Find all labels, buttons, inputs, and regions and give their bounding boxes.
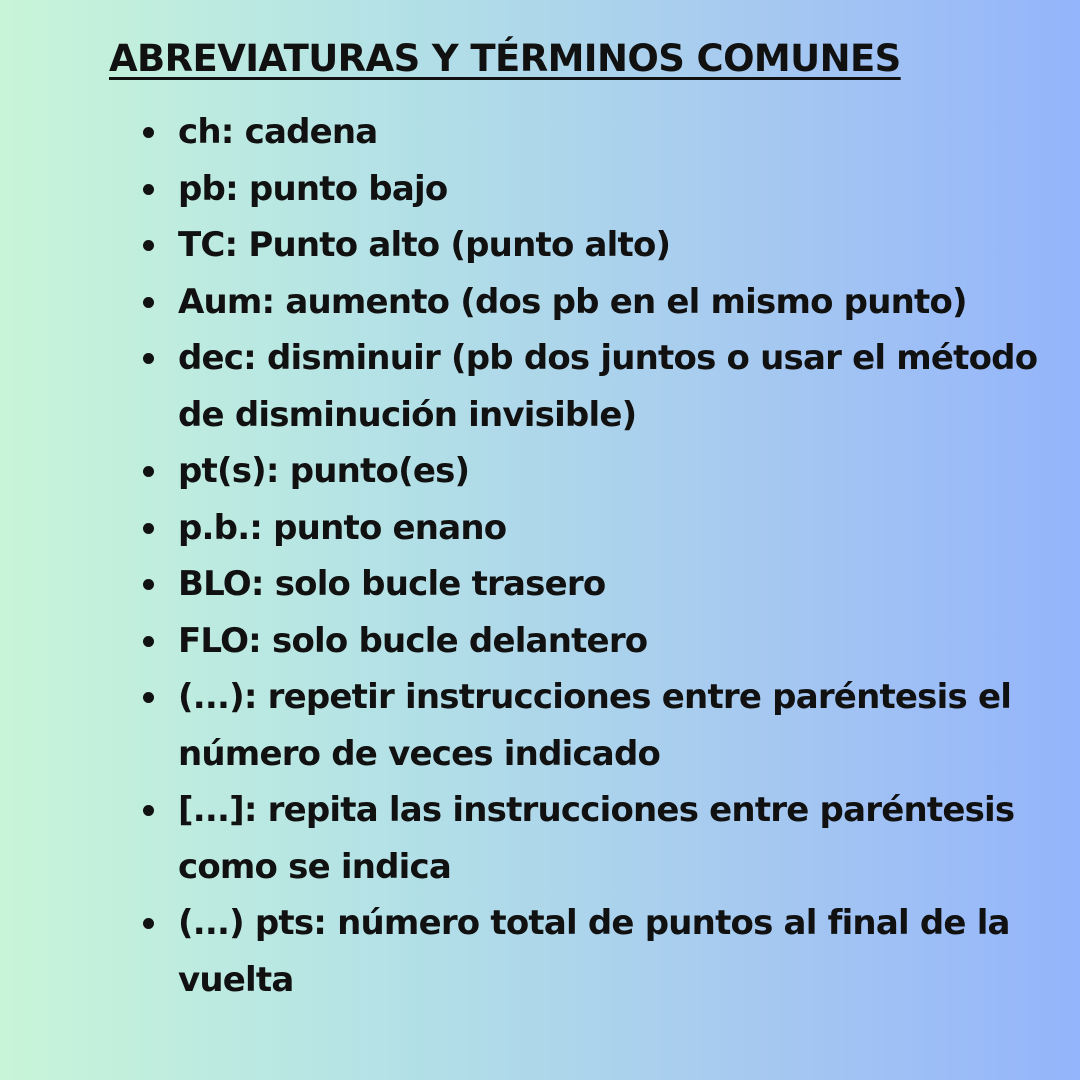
list-item-text: FLO: solo bucle delantero (178, 620, 648, 661)
list-item (178, 500, 1068, 557)
bullet-icon (143, 523, 154, 534)
list-item (178, 274, 1068, 331)
list-item-text: p.b.: punto enano (178, 507, 507, 548)
list-item-text: TC: Punto alto (punto alto) (178, 225, 671, 265)
bullet-icon (143, 127, 154, 138)
bullet-icon (143, 240, 154, 251)
bullet-icon (143, 184, 154, 195)
list-item (178, 613, 1068, 670)
list-item (178, 669, 1068, 782)
list-item-text: (...) pts: número total de puntos al final de la vuelta (178, 903, 1010, 1000)
list-item-text: ch: cadena (178, 112, 378, 152)
list-item-text: pt(s): punto(es) (178, 451, 470, 491)
bullet-icon (143, 353, 154, 364)
bullet-icon (143, 579, 154, 590)
list-item (178, 443, 1068, 500)
bullet-icon (143, 918, 154, 929)
list-item-text: [...]: repita las instrucciones entre paréntesis como se indica (178, 790, 1015, 887)
list-item (178, 782, 1068, 895)
page-title: ABREVIATURAS Y TÉRMINOS COMUNES (109, 37, 901, 80)
abbreviations-list (178, 104, 1068, 1008)
bullet-icon (143, 692, 154, 703)
list-item-text: (...): repetir instrucciones entre paréntesis el número de veces indicado (178, 677, 1012, 774)
list-item-text: pb: punto bajo (178, 168, 448, 209)
bullet-icon (143, 466, 154, 477)
bullet-icon (143, 805, 154, 816)
list-item (178, 556, 1068, 613)
list-item (178, 330, 1068, 443)
bullet-icon (143, 297, 154, 308)
list-item (178, 217, 1068, 274)
list-item-text: Aum: aumento (dos pb en el mismo punto) (178, 281, 967, 322)
list-item (178, 895, 1068, 1008)
list-item (178, 161, 1068, 218)
list-item-text: BLO: solo bucle trasero (178, 564, 606, 604)
list-item-text: dec: disminuir (pb dos juntos o usar el método de disminución invisible) (178, 338, 1038, 435)
bullet-icon (143, 636, 154, 647)
list-item (178, 104, 1068, 161)
